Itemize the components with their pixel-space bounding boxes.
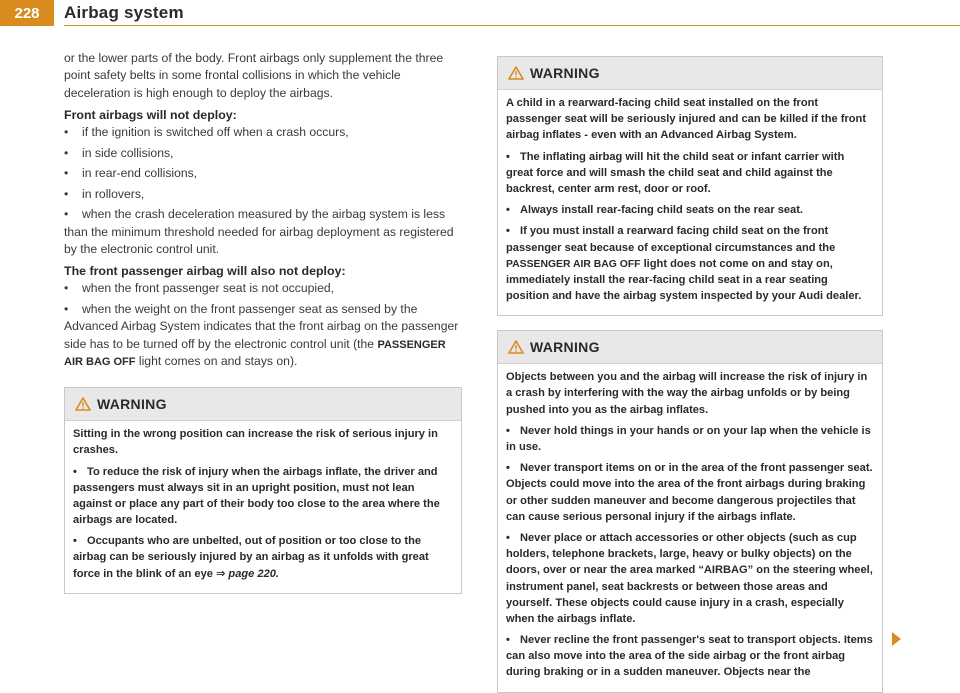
warning-lead: Sitting in the wrong position can increase the risk of serious injury in crashes. [73, 428, 438, 457]
warning-bullet: • The inflating airbag will hit the child seat or infant carrier with great force and will smash the child seat and child against the backrest, center arm rest, door or roof. [506, 150, 845, 195]
warning-title: WARNING [530, 339, 600, 356]
bullet-icon: • [506, 150, 510, 163]
warning-triangle-icon [508, 340, 524, 354]
warning-triangle-icon [75, 397, 91, 411]
warning-header [65, 388, 461, 421]
bullet-icon: • [64, 125, 69, 140]
left-column [64, 50, 462, 594]
warning-bullet: • Never transport items on or in the area of the front passenger seat. Objects could move into the area of the front airbags during braking or other sudden maneuver and become dangerous projectiles that can cause serious personal injury if the airbags inflate. [506, 462, 873, 523]
warning-lead: Objects between you and the airbag will increase the risk of injury in a crash by interfering with the way the airbag unfolds or by being pushed into you as the airbag inflates. [506, 371, 868, 416]
bullet-icon: • [64, 207, 69, 222]
cross-reference-arrow-icon: ⇒ [216, 567, 226, 580]
page-number: 228 [0, 0, 54, 26]
warning-header [498, 57, 882, 90]
warning-lead: A child in a rearward-facing child seat installed on the front passenger seat will be seriously injured and can be killed if the front airbag inflates - even with an Advanced Airbag System. [506, 97, 867, 142]
warning-body [498, 364, 882, 691]
list-item: • in rear-end collisions, [64, 165, 462, 182]
list-item: • in rollovers, [64, 186, 462, 203]
bullet-icon: • [506, 531, 510, 544]
bullet-icon: • [64, 301, 69, 316]
passenger-airbag-off-label: PASSENGER AIR BAG OFF [506, 258, 641, 270]
section-title: Airbag system [64, 3, 184, 22]
warning-bullet: • If you must install a rearward facing child seat on the front passenger seat because of exceptional circumstances and the PASSENGER AIR BAG OFF light does not come on and stay on, immediately install the rear-facing child seat in a rear seating position and have the airbag system inspected by your Audi dealer. [506, 225, 862, 303]
passenger-airbag-heading: The front passenger airbag will also not deploy: [64, 264, 346, 279]
warning-box-objects [497, 330, 883, 692]
warning-bullet: • Never hold things in your hands or on your lap when the vehicle is in use. [506, 424, 871, 453]
warning-box-child-seat [497, 56, 883, 316]
warning-bullet: • Always install rear-facing child seats on the rear seat. [506, 202, 874, 218]
bullet-icon: • [506, 225, 510, 238]
bullet-icon: • [506, 634, 510, 647]
warning-title: WARNING [97, 396, 167, 413]
warning-bullet: • To reduce the risk of injury when the airbags inflate, the driver and passengers must always sit in an upright position, must not lean against or place any part of their body too close to the area where the airbags are located. [73, 465, 440, 527]
bullet-icon: • [506, 204, 510, 217]
warning-title: WARNING [530, 65, 600, 81]
bullet-icon: • [73, 465, 77, 478]
page-reference-link[interactable]: page 220. [228, 567, 279, 580]
bullet-icon: • [64, 166, 69, 181]
list-item: • when the crash deceleration measured by the airbag system is less than the minimum threshold needed for airbag deployment as registered by the electronic control unit. [64, 207, 454, 256]
warning-body [498, 90, 882, 315]
warning-body [65, 421, 461, 593]
warning-bullet: • Occupants who are unbelted, out of position or too close to the airbag can be seriously injured by an airbag as it unfolds with great force in the blink of an eye ⇒ page 220. [73, 535, 429, 580]
bullet-icon: • [506, 424, 510, 437]
warning-bullet: • Never recline the front passenger's seat to transport objects. Items can also move into the area of the side airbag or the front airbag during braking or in a sudden maneuver. Objects near the [506, 634, 873, 679]
bullet-icon: • [64, 186, 69, 201]
intro-paragraph: or the lower parts of the body. Front airbags only supplement the three point safety belts in some frontal collisions in which the vehicle deceleration is high enough to deploy the airbags. [64, 51, 444, 100]
warning-bullet: • Never place or attach accessories or other objects (such as cup holders, telephone brackets, large, heavy or bulky objects) on the doors, over or near the area marked “AIRBAG” on the steering wheel, instrument panel, seat backrests or between those areas and yourself. These objects could cause injury in a crash, especially when the airbags inflate. [506, 531, 873, 625]
header-rule [64, 25, 960, 26]
bullet-icon: • [64, 145, 69, 160]
warning-triangle-icon [508, 66, 524, 80]
list-item: • when the front passenger seat is not occupied, [64, 280, 462, 297]
warning-header [498, 331, 882, 364]
passenger-airbag-off-label: PASSENGER AIR BAG OFF [64, 338, 446, 369]
continue-arrow-icon[interactable] [892, 632, 901, 646]
warning-box-seating [64, 387, 462, 594]
list-item: • if the ignition is switched off when a crash occurs, [64, 124, 462, 141]
right-column [497, 56, 883, 693]
bullet-icon: • [506, 462, 510, 475]
bullet-icon: • [64, 281, 69, 296]
list-item: • when the weight on the front passenger seat as sensed by the Advanced Airbag System indicates that the front airbag on the passenger side has to be turned off by the electronic control unit (the PASSENGER AIR BAG OFF light comes on and stays on). [64, 301, 459, 369]
front-airbags-heading: Front airbags will not deploy: [64, 108, 237, 123]
bullet-icon: • [73, 535, 77, 548]
list-item: • in side collisions, [64, 145, 462, 162]
